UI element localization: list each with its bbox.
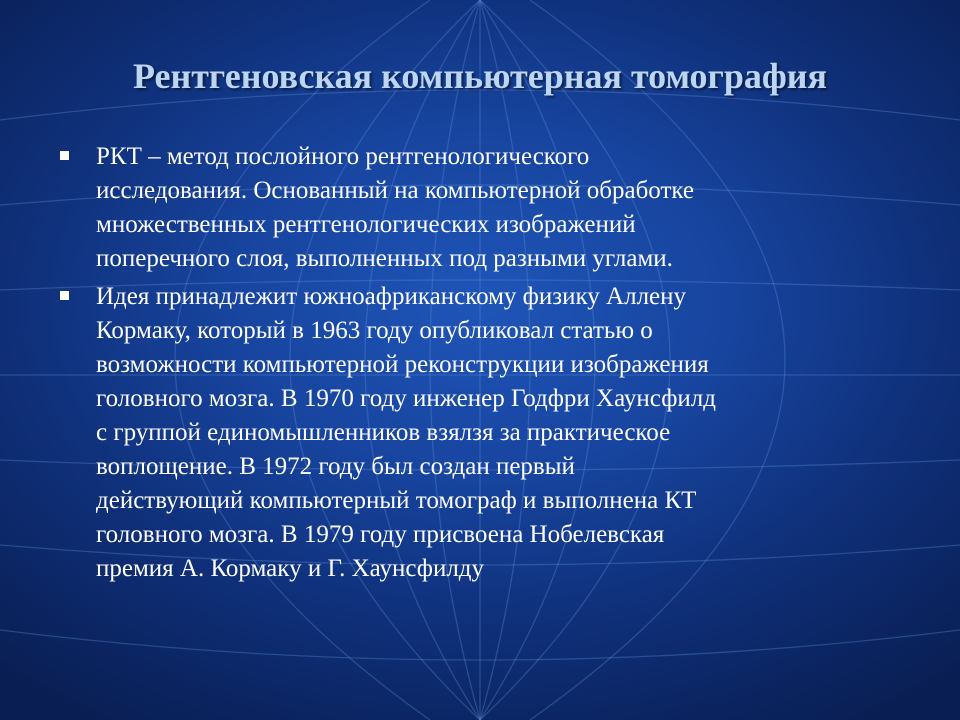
square-bullet-icon xyxy=(60,291,69,300)
bullet-text: РКТ – метод послойного рентгенологического исследования. Основанный на компьютерной обработке множественных рентгенологических изображений поперечного слоя, выполненных под разными углами. xyxy=(96,143,694,272)
bullet-item xyxy=(60,280,910,586)
bullet-list xyxy=(60,140,910,590)
bullet-item xyxy=(60,140,910,276)
slide-title: Рентгеновская компьютерная томография xyxy=(132,56,828,96)
square-bullet-icon xyxy=(60,151,69,160)
bullet-text: Идея принадлежит южноафриканскому физику Аллену Кормаку, который в 1963 году опубликовал статью о возможности компьютерной реконструкции изображения головного мозга. В 1970 году инженер Годфри Хаунсфилд с группой единомышленников взялзя за практическое воплощение. В 1972 году был создан первый действующий компьютерный томограф и выполнена КТ головного мозга. В 1979 году присвоена Нобелевская премия А. Кормаку и Г. Хаунсфилду xyxy=(96,283,716,582)
